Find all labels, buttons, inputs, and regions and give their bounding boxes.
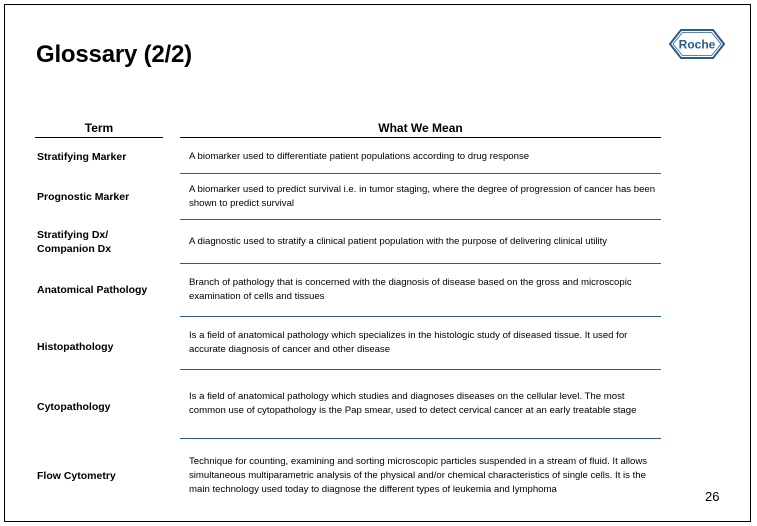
definition-cell: Branch of pathology that is concerned with the diagnosis of disease based on the gross and microscopic examination of cells and tissues (189, 277, 632, 302)
term-cell: Histopathology (37, 341, 114, 353)
definition-cell: Is a field of anatomical pathology which specializes in the histologic study of diseased tissue. It used for accurate diagnosis of cancer and other disease (189, 330, 628, 355)
definition-cell: Is a field of anatomical pathology which studies and diagnoses diseases on the cellular level. The most common use of cytopathology is the Pap smear, used to detect cervical cancer at an early treatable stage (189, 391, 637, 416)
definition-cell: A diagnostic used to stratify a clinical patient population with the purpose of delivering clinical utility (189, 236, 608, 247)
roche-logo-icon (669, 29, 725, 59)
row-divider (180, 369, 661, 370)
definition-cell: A biomarker used to predict survival i.e. in tumor staging, where the degree of progression of cancer has been shown to predict survival (189, 184, 656, 209)
logo-text: Roche (678, 37, 716, 52)
header-meaning: What We Mean (180, 121, 661, 138)
row-divider (180, 173, 661, 174)
row-divider (180, 438, 661, 439)
row-divider (180, 219, 661, 220)
header-term: Term (35, 121, 163, 138)
table-row (35, 175, 661, 219)
term-cell: Flow Cytometry (37, 470, 116, 482)
row-divider (180, 263, 661, 264)
term-cell: Prognostic Marker (37, 191, 130, 203)
row-divider (180, 316, 661, 317)
term-cell: Stratifying Marker (37, 151, 127, 163)
definition-cell: A biomarker used to differentiate patient populations according to drug response (189, 151, 530, 162)
table-row (35, 371, 661, 437)
table-row (35, 221, 661, 263)
definition-cell: Technique for counting, examining and sorting microscopic particles suspended in a stream of fluid. It allows simultaneous multiparametric analysis of the physical and/or chemical characteristics of single cells. It is the main technology used today to diagnose the different types of leukemia and lymphoma (189, 456, 648, 495)
page-number: 26 (705, 489, 720, 504)
term-cell: Anatomical Pathology (37, 284, 148, 296)
table-row (35, 318, 661, 368)
table-row (35, 265, 661, 315)
table-row (35, 141, 661, 173)
slide (4, 4, 751, 522)
table-row (35, 442, 661, 510)
term-cell: Cytopathology (37, 401, 111, 413)
term-cell: Stratifying Dx/ Companion Dx (37, 229, 112, 255)
slide-title: Glossary (2/2) (36, 41, 192, 68)
